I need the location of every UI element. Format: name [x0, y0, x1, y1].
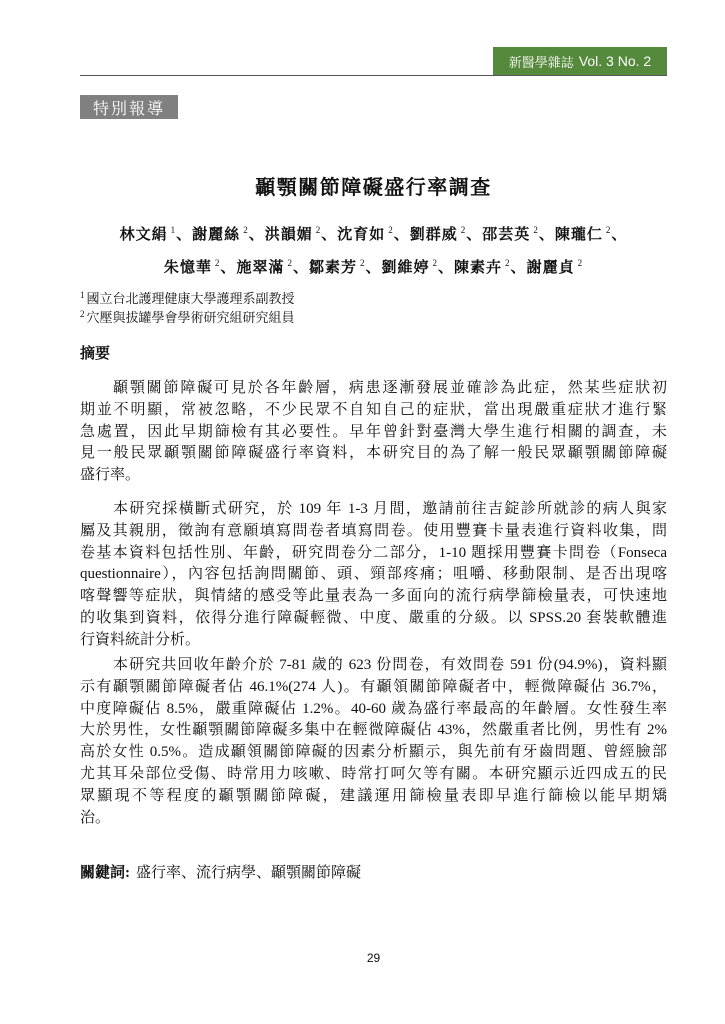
author [410, 227, 483, 243]
author [236, 260, 309, 276]
author-line [80, 258, 667, 278]
text-line: 中度障礙佔 8.5%，嚴重障礙佔 1.2%。40-60 歲為盛行率最高的年齡層。女性發生率 [80, 700, 667, 717]
author-affiliation-mark: 2 [460, 225, 467, 235]
author [164, 260, 237, 276]
author [454, 260, 527, 276]
author [192, 227, 265, 243]
abstract-paragraph [80, 378, 667, 487]
author-separator: 、 [466, 227, 483, 243]
affiliation-mark: 1 [80, 290, 85, 300]
author-name: 林文絹 [119, 227, 168, 243]
author-name: 施翠滿 [236, 260, 285, 276]
author [309, 260, 382, 276]
author-name: 謝麗貞 [526, 260, 575, 276]
author-name: 劉維婷 [381, 260, 430, 276]
journal-name: 新醫學雜誌 [508, 54, 574, 70]
text-line: 眾顯現不等程度的顳顎關節障礙，建議運用篩檢量表即早進行篩檢以能早期矯 [80, 787, 667, 804]
author-line [80, 225, 667, 245]
author-name: 邵芸英 [482, 227, 531, 243]
abstract-paragraph [80, 499, 667, 652]
text-line: questionnaire），內容包括詢問關節、頭、頸部疼痛；咀嚼、移動限制、是否出現喀 [80, 566, 667, 583]
author-separator: 、 [321, 227, 338, 243]
text-line: 顳顎關節障礙可見於各年齡層，病患逐漸發展並確診為此症，然某些症狀初 [113, 380, 667, 396]
author-name: 謝麗絲 [192, 227, 241, 243]
keywords [80, 863, 361, 883]
text-line: 尤其耳朵部位受傷、時常用力咳嗽、時常打呵欠等有關。本研究顯示近四成五的民 [80, 765, 667, 782]
journal-issue: Vol. 3 No. 2 [578, 53, 652, 69]
text-line: 治。 [80, 809, 111, 826]
author-separator: 、 [176, 227, 193, 243]
author-name: 陳素卉 [454, 260, 503, 276]
author-separator: 、 [510, 260, 527, 276]
author-name: 鄒素芳 [308, 260, 357, 276]
author [482, 227, 555, 243]
author-name: 朱憶華 [163, 260, 212, 276]
journal-badge [493, 47, 667, 75]
author-affiliation-mark: 2 [577, 258, 584, 268]
author-affiliation-mark: 1 [170, 225, 177, 235]
header-divider [80, 75, 667, 76]
author-affiliation-mark: 2 [388, 225, 394, 235]
text-line: 高於女性 0.5%。造成顳領關節障礙的因素分析顯示，與先前有牙齒問題、曾經臉部 [80, 744, 667, 761]
section-label: 特別報導 [80, 95, 178, 119]
text-line: 示有顳顎關節障礙者佔 46.1%(274 人)。有顳領關節障礙者中，輕微障礙佔 36.7%， [80, 678, 667, 695]
author [382, 260, 455, 276]
author-name: 洪韻媚 [264, 227, 313, 243]
author-affiliation-mark: 2 [243, 225, 249, 235]
author-separator: 、 [538, 227, 555, 243]
author-separator: 、 [365, 260, 382, 276]
author-affiliation-mark: 2 [287, 258, 293, 268]
author-name: 陳瓏仁 [554, 227, 603, 243]
author [555, 227, 628, 243]
affiliation-mark: 2 [80, 309, 85, 319]
text-line: 卷基本資料包括性別、年齡，研究問卷分二部分，1-10 題採用豐賽卡問卷（Fonseca [80, 544, 667, 561]
author [120, 227, 193, 243]
author-separator: 、 [220, 260, 237, 276]
author-separator: 、 [438, 260, 455, 276]
author [527, 260, 584, 276]
author [337, 227, 410, 243]
author-name: 沈育如 [337, 227, 386, 243]
text-line: 本研究採橫斷式研究，於 109 年 1-3 月間，邀請前往吉錠診所就診的病人與家 [113, 501, 667, 517]
keywords-text: 盛行率、流行病學、顳顎關節障礙 [136, 865, 362, 881]
author-separator: 、 [292, 260, 309, 276]
author-separator: 、 [611, 227, 628, 243]
text-line: 的收集到資料，依得分進行障礙輕微、中度、嚴重的分級。以 SPSS.20 套裝軟體進 [80, 609, 667, 626]
text-line: 期並不明顯，常被忽略，不少民眾不自知自己的症狀，當出現嚴重症狀才進行緊 [80, 401, 667, 418]
text-line: 本研究共回收年齡介於 7-81 歲的 623 份問卷，有效問卷 591 份(94.9%)，資料顯 [113, 657, 667, 673]
author-separator: 、 [248, 227, 265, 243]
affiliation-text: 國立台北護理健康大學護理系副教授 [86, 291, 295, 306]
text-line: 大於男性，女性顳顎關節障礙多集中在輕微障礙佔 43%，然嚴重者比例，男性有 2% [80, 722, 667, 739]
text-line: 見一般民眾顳顎關節障礙盛行率資料，本研究目的為了解一般民眾顳顎關節障礙 [80, 445, 667, 462]
author-affiliation-mark: 2 [214, 258, 221, 268]
page-number: 29 [366, 951, 381, 965]
affiliation [80, 290, 295, 307]
text-line: 急處置，因此早期篩檢有其必要性。早年曾針對臺灣大學生進行相關的調查，未 [80, 423, 667, 440]
abstract-heading: 摘要 [80, 346, 111, 362]
author-name: 劉群威 [409, 227, 458, 243]
text-line: 盛行率。 [80, 467, 141, 484]
keywords-label: 關鍵詞: [80, 865, 130, 881]
author-affiliation-mark: 2 [315, 225, 322, 235]
affiliation [80, 309, 295, 326]
author-separator: 、 [393, 227, 410, 243]
text-line: 屬及其親朋，徵詢有意願填寫問卷者填寫問卷。使用豐賽卡量表進行資料收集，問 [80, 522, 667, 539]
article-title: 顳顎關節障礙盛行率調查 [255, 177, 492, 199]
text-line: 喀聲響等症狀，與情緒的感受等此量表為一多面向的流行病學篩檢量表，可快速地 [80, 588, 667, 605]
author-affiliation-mark: 2 [359, 258, 366, 268]
text-line: 行資料統計分析。 [80, 631, 201, 648]
author-affiliation-mark: 2 [605, 225, 612, 235]
author [265, 227, 338, 243]
author-affiliation-mark: 2 [505, 258, 511, 268]
author-affiliation-mark: 2 [533, 225, 539, 235]
abstract-paragraph [80, 655, 667, 829]
affiliation-text: 穴壓與拔罐學會學術研究組研究組員 [86, 310, 295, 325]
author-affiliation-mark: 2 [432, 258, 439, 268]
